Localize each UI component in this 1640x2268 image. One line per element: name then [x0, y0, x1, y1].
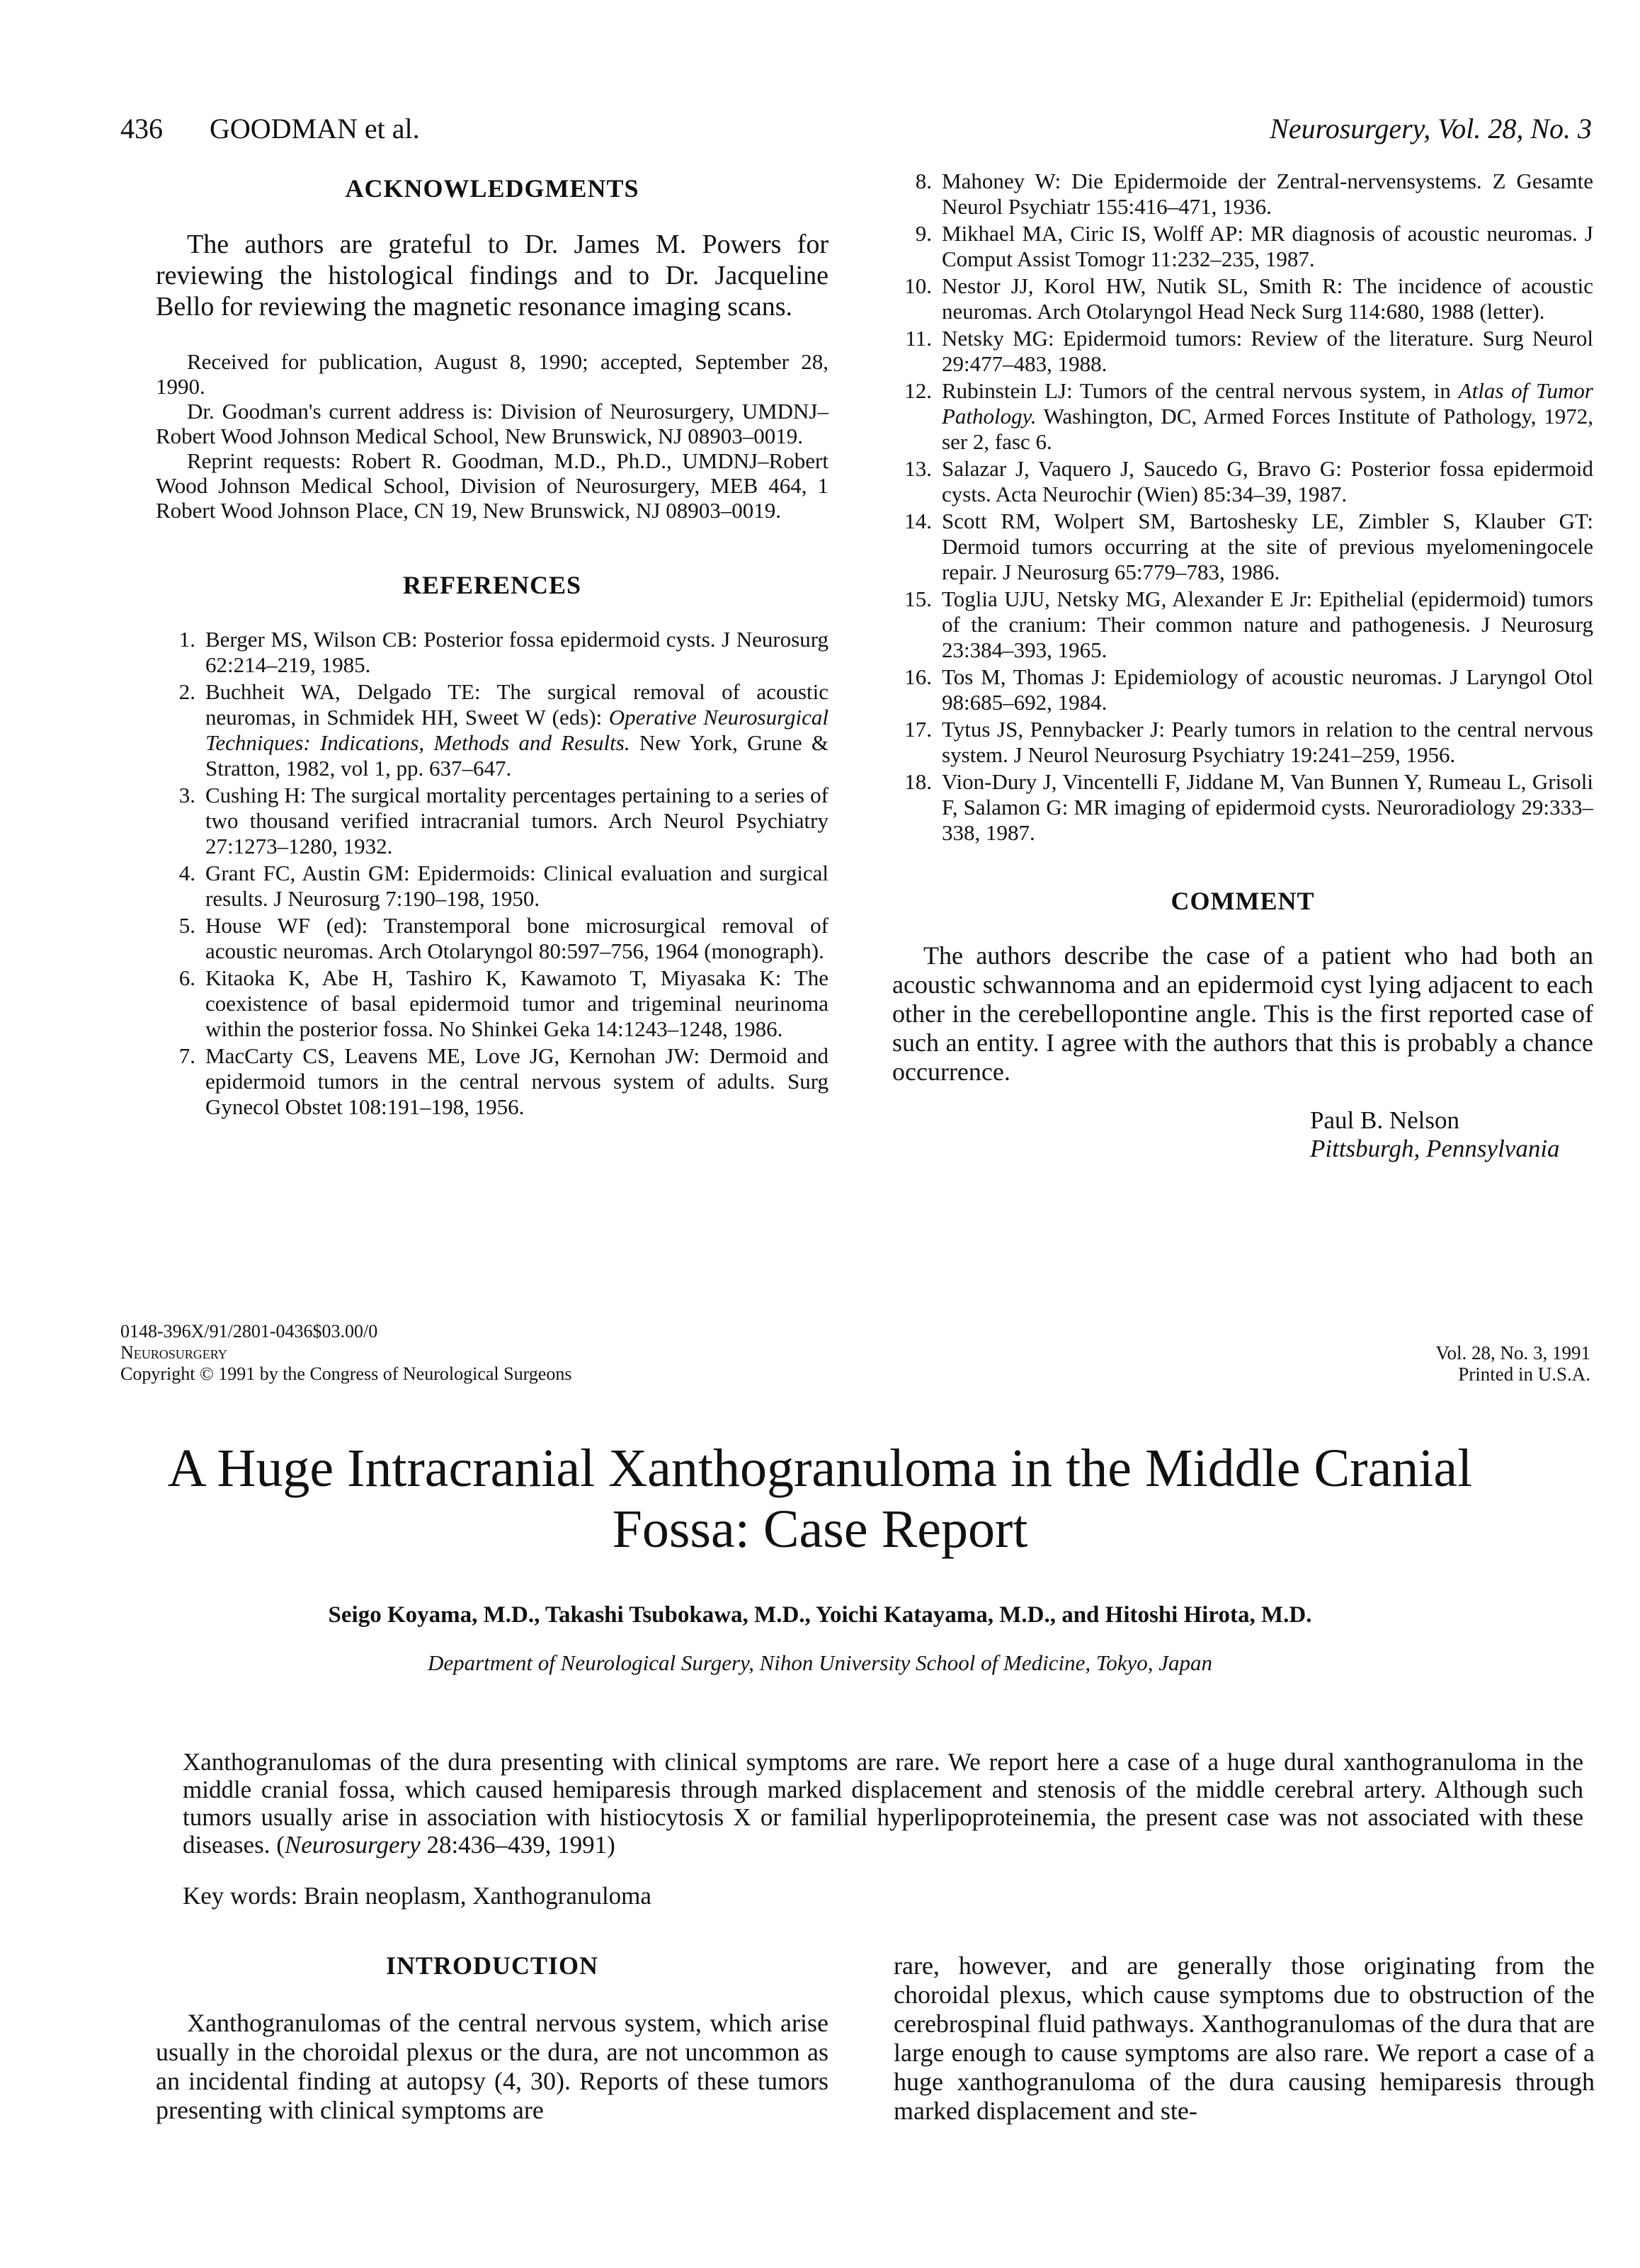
reference-item	[156, 679, 828, 781]
reference-text: Vion-Dury J, Vincentelli F, Jiddane M, Van Bunnen Y, Rumeau L, Grisoli F, Salamon G: MR imaging of epidermoid cysts. Neuroradiology 29:333–338, 1987.	[942, 769, 1593, 845]
reference-number: 18.	[904, 769, 932, 794]
reference-item	[892, 378, 1593, 455]
reference-number: 8.	[915, 169, 932, 193]
comment-signer: Paul B. Nelson	[1310, 1106, 1459, 1134]
reference-item	[156, 627, 828, 678]
abstract-citation: 28:436–439, 1991)	[420, 1831, 615, 1859]
reference-text: Kitaoka K, Abe H, Tashiro K, Kawamoto T, Miyasaka K: The coexistence of basal epidermoid tumor and trigeminal neurinoma within the posterior fossa. No Shinkei Geka 14:1243–1248, 1986.	[205, 965, 828, 1041]
reference-number: 6.	[178, 965, 195, 990]
acknowledgments-heading: ACKNOWLEDGMENTS	[345, 174, 639, 203]
reference-text: Toglia UJU, Netsky MG, Alexander E Jr: Epithelial (epidermoid) tumors of the cranium: Their common nature and pathogenesis. J Neurosurg 23:384–393, 1965.	[942, 586, 1593, 662]
article-footer-right	[1435, 1342, 1590, 1385]
references-list-left	[156, 627, 828, 1120]
reference-number: 1.	[178, 627, 195, 652]
reference-item	[156, 1043, 828, 1120]
reference-text: Grant FC, Austin GM: Epidermoids: Clinical evaluation and surgical results. J Neurosurg 7:190–198, 1950.	[205, 861, 828, 911]
introduction-heading: INTRODUCTION	[385, 1951, 599, 1980]
reference-number: 3.	[178, 783, 195, 807]
reference-item	[892, 273, 1593, 324]
reference-item	[156, 783, 828, 859]
reference-text: Tytus JS, Pennybacker J: Pearly tumors in relation to the central nervous system. J Neurol Neurosurg Psychiatry 19:241–259, 1956.	[942, 717, 1593, 767]
acknowledgments-text: The authors are grateful to Dr. James M. Powers for reviewing the histological findings and to Dr. Jacqueline Bello for reviewing the magnetic resonance imaging scans.	[156, 229, 828, 322]
reference-item	[156, 965, 828, 1042]
reference-text-tail: Washington, DC, Armed Forces Institute of Pathology, 1972, ser 2, fasc 6.	[942, 404, 1593, 454]
reference-item	[156, 913, 828, 964]
footer-journal: Neurosurgery	[120, 1342, 227, 1363]
reference-item	[892, 221, 1593, 272]
reference-title-italic: Atlas of Tumor Pathology.	[942, 378, 1593, 429]
reference-item	[892, 456, 1593, 507]
reference-text: Cushing H: The surgical mortality percentages pertaining to a series of two thousand verified intracranial tumors. Arch Neurol Psychiatry 27:1273–1280, 1932.	[205, 783, 828, 858]
comment-signature	[1310, 1106, 1593, 1163]
footer-volume: Vol. 28, No. 3, 1991	[1435, 1342, 1590, 1363]
keywords: Key words: Brain neoplasm, Xanthogranuloma	[183, 1882, 651, 1910]
reference-text: Netsky MG: Epidermoid tumors: Review of the literature. Surg Neurol 29:477–483, 1988.	[942, 326, 1593, 376]
reference-number: 12.	[904, 378, 932, 403]
reference-text: Tos M, Thomas J: Epidemiology of acoustic neuromas. J Laryngol Otol 98:685–692, 1984.	[942, 664, 1593, 715]
reference-number: 7.	[178, 1043, 195, 1068]
reference-number: 14.	[904, 509, 932, 533]
reference-text: Mahoney W: Die Epidermoide der Zentral-nervensystems. Z Gesamte Neurol Psychiatr 155:416–471, 1936.	[942, 169, 1593, 219]
running-head-journal: Neurosurgery, Vol. 28, No. 3	[1270, 113, 1592, 144]
received-note: Received for publication, August 8, 1990; accepted, September 28, 1990.	[156, 349, 828, 399]
references-heading: REFERENCES	[402, 571, 582, 599]
running-head-left	[120, 112, 420, 145]
reference-item	[892, 326, 1593, 377]
reference-number: 15.	[904, 586, 932, 611]
comment-location: Pittsburgh, Pennsylvania	[1310, 1135, 1560, 1162]
reference-text: Nestor JJ, Korol HW, Nutik SL, Smith R: The incidence of acoustic neuromas. Arch Otolaryngol Head Neck Surg 114:680, 1988 (letter).	[942, 273, 1593, 324]
right-column	[892, 169, 1593, 1163]
running-head-author: GOODMAN et al.	[210, 113, 420, 144]
reference-item	[892, 664, 1593, 715]
article-notes	[156, 349, 828, 523]
reference-text: House WF (ed): Transtemporal bone microsurgical removal of acoustic neuromas. Arch Otolaryngol 80:597–756, 1964 (monograph).	[205, 913, 828, 963]
copyright: Copyright © 1991 by the Congress of Neurological Surgeons	[120, 1363, 572, 1384]
references-list-right	[892, 169, 1593, 846]
reference-item	[892, 769, 1593, 846]
reference-item	[156, 861, 828, 912]
reference-text: Rubinstein LJ: Tumors of the central nervous system, in	[942, 378, 1459, 403]
reference-text: Mikhael MA, Ciric IS, Wolff AP: MR diagnosis of acoustic neuromas. J Comput Assist Tomogr 11:232–235, 1987.	[942, 221, 1593, 271]
abstract-text: Xanthogranulomas of the dura presenting with clinical symptoms are rare. We report here a case of a huge dural xanthogranuloma in the middle cranial fossa, which caused hemiparesis through marked displacement and stenosis of the middle cerebral artery. Although such tumors usually arise in association with histiocytosis X or familial hyperlipoproteinemia, the present case was not associated with these diseases. (	[183, 1748, 1583, 1859]
reference-number: 9.	[915, 221, 932, 246]
reference-number: 17.	[904, 717, 932, 742]
article-title: A Huge Intracranial Xanthogranuloma in the Middle Cranial Fossa: Case Report	[167, 1439, 1473, 1559]
reference-item	[892, 717, 1593, 768]
reference-number: 2.	[178, 679, 195, 704]
article-authors: Seigo Koyama, M.D., Takashi Tsubokawa, M.D., Yoichi Katayama, M.D., and Hitoshi Hirota, M.D.	[328, 1602, 1312, 1628]
page-number: 436	[120, 113, 163, 144]
reference-text: Buchheit WA, Delgado TE: The surgical removal of acoustic neuromas, in Schmidek HH, Sweet W (eds):	[205, 679, 828, 730]
reference-number: 4.	[178, 861, 195, 885]
printed-in: Printed in U.S.A.	[1458, 1363, 1590, 1385]
reference-text-tail: New York, Grune & Stratton, 1982, vol 1, pp. 637–647.	[205, 730, 829, 781]
article-affiliation: Department of Neurological Surgery, Nihon University School of Medicine, Tokyo, Japan	[427, 1650, 1213, 1675]
reference-number: 13.	[904, 456, 932, 481]
reference-item	[892, 169, 1593, 220]
reference-text: Salazar J, Vaquero J, Saucedo G, Bravo G: Posterior fossa epidermoid cysts. Acta Neurochir (Wien) 85:34–39, 1987.	[942, 456, 1593, 506]
abstract	[183, 1748, 1583, 1859]
reference-text: Berger MS, Wilson CB: Posterior fossa epidermoid cysts. J Neurosurg 62:214–219, 1985.	[205, 627, 828, 677]
comment-heading: COMMENT	[1171, 887, 1315, 915]
reference-number: 5.	[178, 913, 195, 938]
address-note: Dr. Goodman's current address is: Division of Neurosurgery, UMDNJ–Robert Wood Johnson Medical School, New Brunswick, NJ 08903–0019.	[156, 399, 828, 448]
abstract-citation-journal: Neurosurgery	[284, 1831, 421, 1859]
reference-number: 10.	[904, 273, 932, 298]
introduction-text-left: Xanthogranulomas of the central nervous system, which arise usually in the choroidal plexus or the dura, are not uncommon as an incidental finding at autopsy (4, 30). Reports of these tumors presenting with clinical symptoms are	[156, 2009, 828, 2124]
comment-text: The authors describe the case of a patient who had both an acoustic schwannoma and an epidermoid cyst lying adjacent to each other in the cerebellopontine angle. This is the first reported case of such an entity. I agree with the authors that this is probably a chance occurrence.	[892, 941, 1593, 1086]
introduction-left	[156, 1951, 828, 2125]
reprint-note: Reprint requests: Robert R. Goodman, M.D., Ph.D., UMDNJ–Robert Wood Johnson Medical School, Division of Neurosurgery, MEB 464, 1 Robert Wood Johnson Place, CN 19, New Brunswick, NJ 08903–0019.	[156, 448, 828, 523]
reference-item	[892, 586, 1593, 663]
left-column	[156, 176, 828, 1121]
reference-number: 11.	[905, 326, 932, 351]
reference-number: 16.	[904, 664, 932, 689]
reference-item	[892, 509, 1593, 585]
reference-text: Scott RM, Wolpert SM, Bartoshesky LE, Zimbler S, Klauber GT: Dermoid tumors occurring at the site of previous myelomeningocele repair. J Neurosurg 65:779–783, 1986.	[942, 509, 1593, 584]
reference-text: MacCarty CS, Leavens ME, Love JG, Kernohan JW: Dermoid and epidermoid tumors in the central nervous system of adults. Surg Gynecol Obstet 108:191–198, 1956.	[205, 1043, 828, 1119]
article-code: 0148-396X/91/2801-0436$03.00/0	[120, 1321, 378, 1342]
article-footer-left	[120, 1321, 571, 1385]
introduction-right	[894, 1951, 1595, 2126]
reference-title-italic: Operative Neurosurgical Techniques: Indications, Methods and Results.	[205, 705, 828, 755]
introduction-text-right: rare, however, and are generally those originating from the choroidal plexus, which cause symptoms due to obstruction of the cerebrospinal fluid pathways. Xanthogranulomas of the dura that are large enough to cause symptoms are also rare. We report a case of a huge xanthogranuloma of the dura causing hemiparesis through marked displacement and ste-	[894, 1951, 1595, 2125]
